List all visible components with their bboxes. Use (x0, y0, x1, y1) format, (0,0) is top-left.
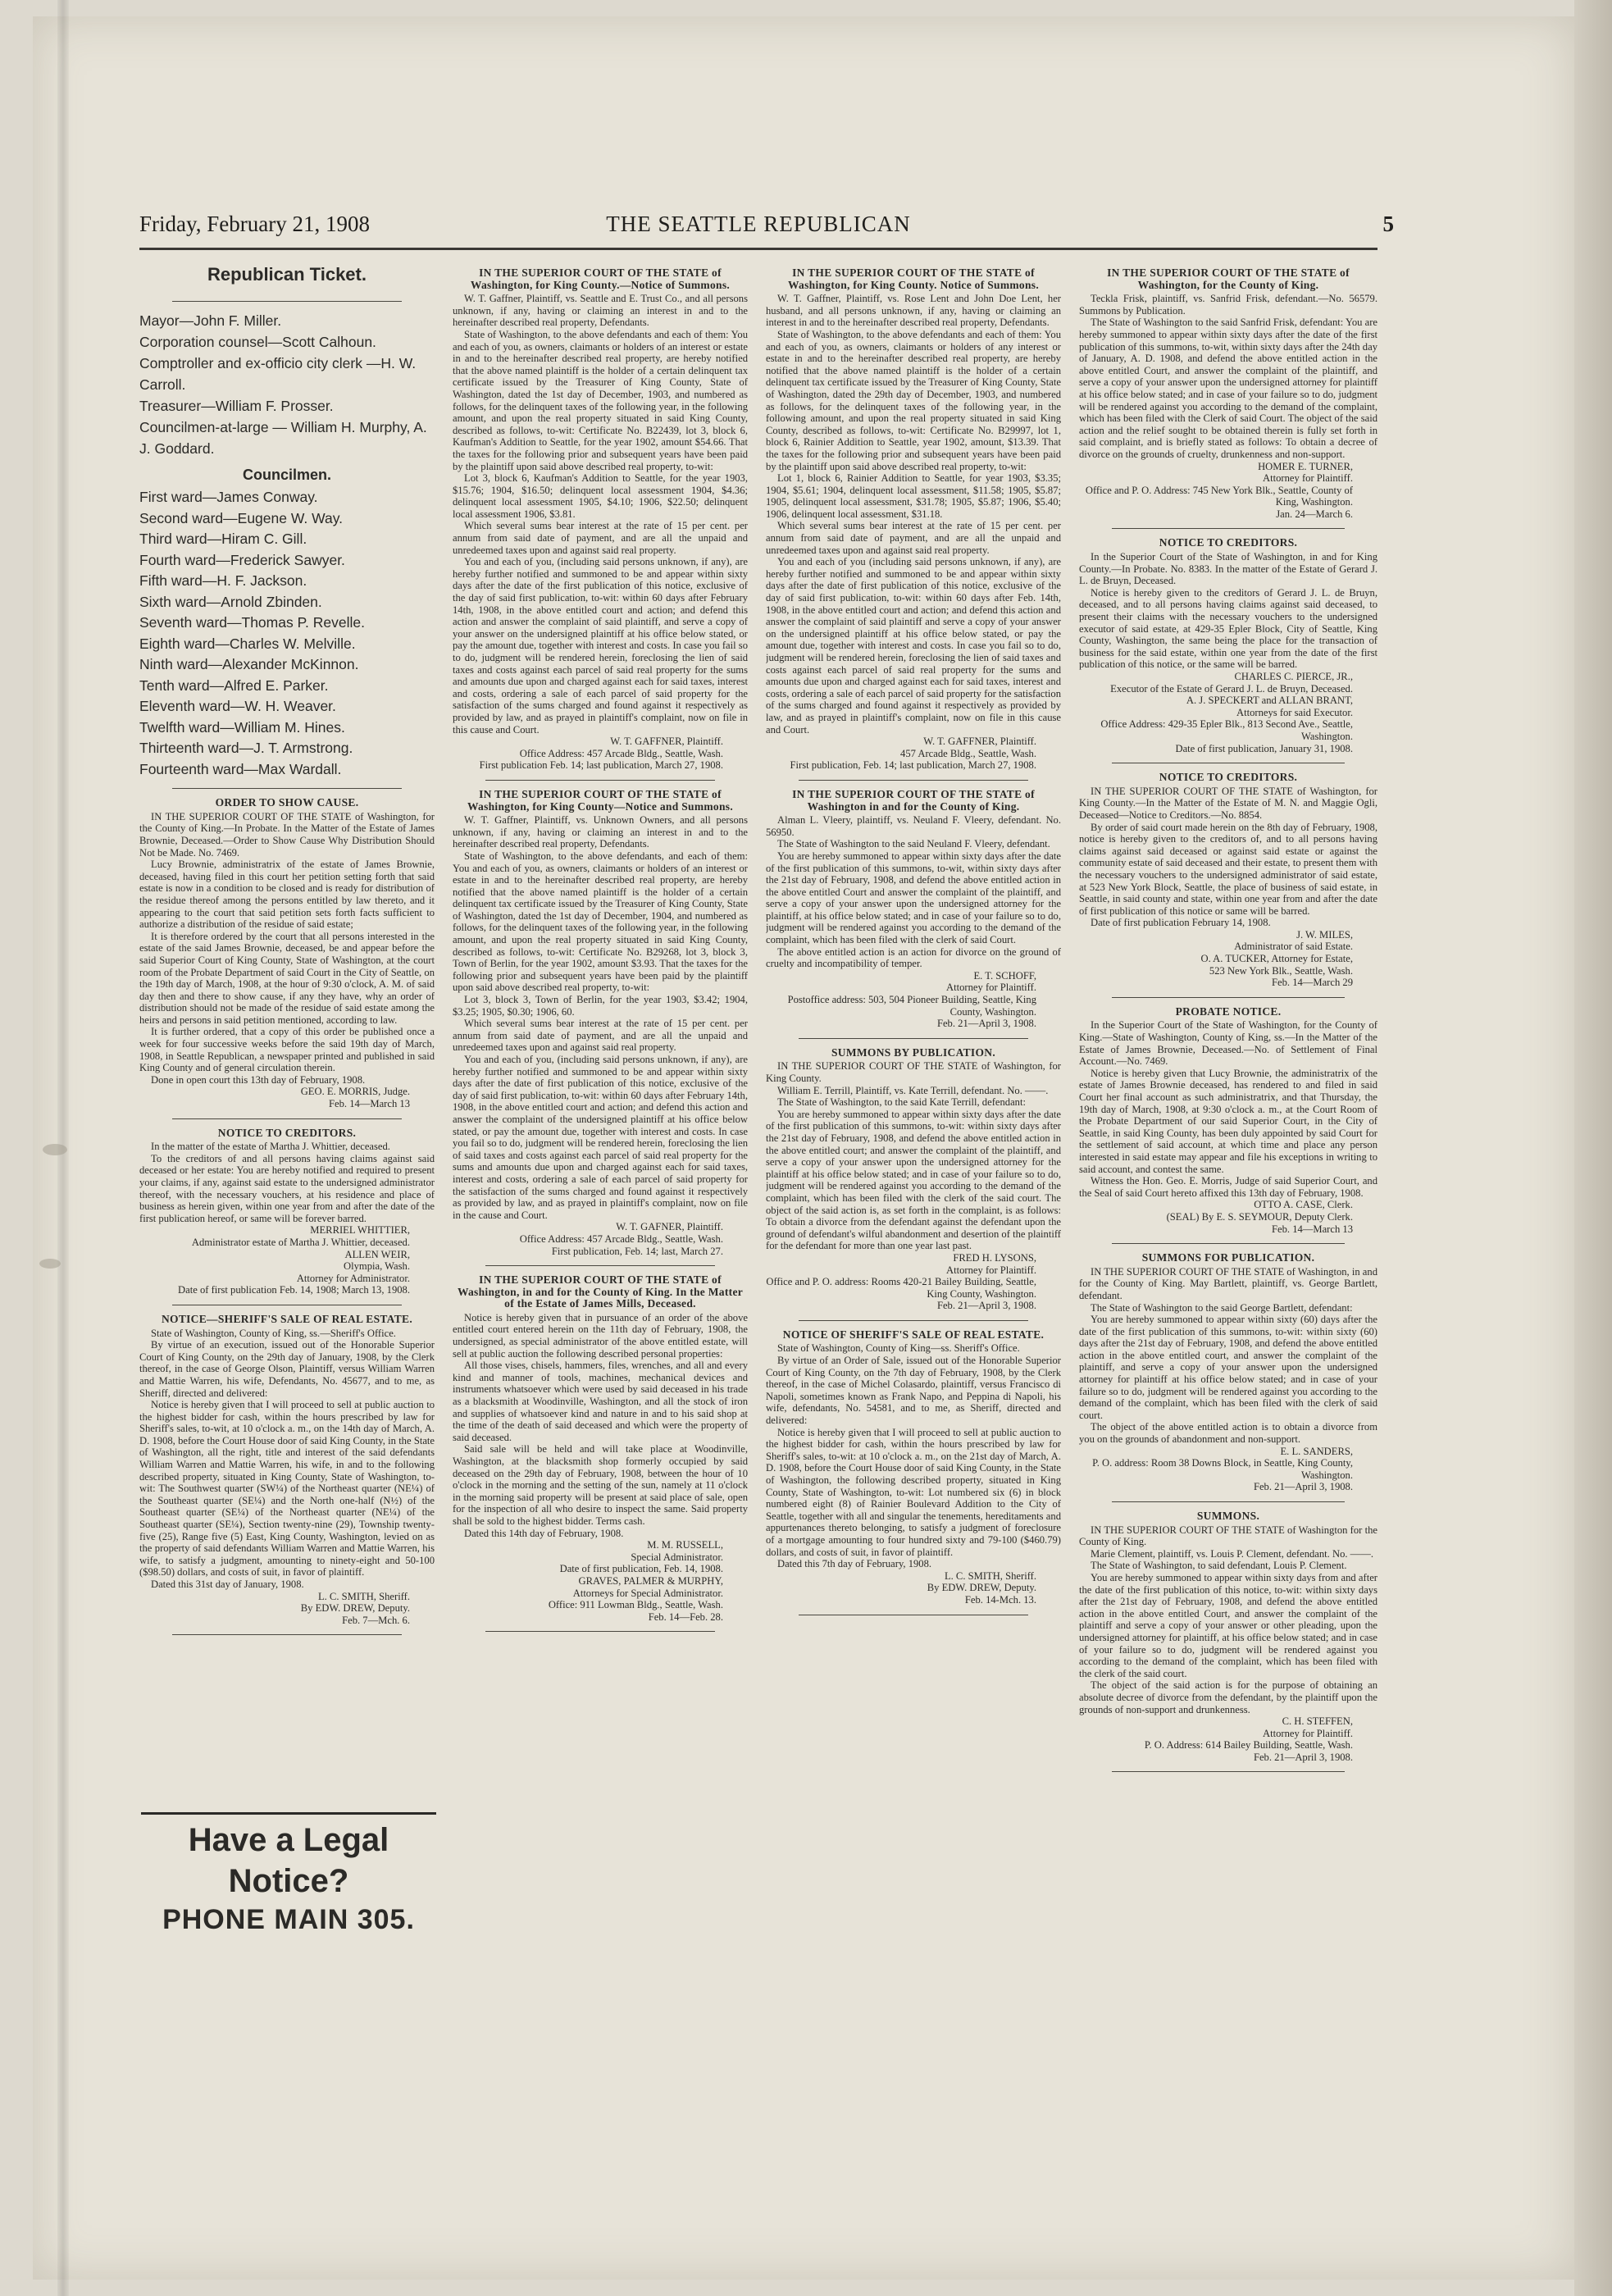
notice-paragraph: You and each of you, (including said persons unknown, if any), are hereby further notified and summoned to be and appear within sixty days after the date of the first publication of this notice, exclusive of the day of said first publication, to-wit: within 60 days after February 14th, 1908, in the above entitled court and action; and defend this action and answer the complaint of said plaintiff, and serve a copy of your answer on the undersigned plaintiff at his office below stated, or pay the amount due, together with interest and costs. In case you fail so to do, judgment will be rendered herein, foreclosing the lien of said taxes and costs against each parcel of said real property for the sums and amounts due upon and charged against each for said taxes, interest and costs, ordering a sale of each parcel of said property for the satisfaction of the sums charged and found against it respectively as provided by law, and as prayed in plaintiff's complaint, now on file in this cause and Court. (453, 556, 748, 736)
notice-heading: SUMMONS. (1196, 1510, 1260, 1522)
notice-paragraph: It is therefore ordered by the court that all persons interested in the estate of the said James Brownie, deceased, be and appear before the said Superior Court of King County, State of Washington, at the court room of the Probate Department of said Court in the City of Seattle, on the 19th day of March, 1908, at the hour of 9:30 o'clock, A. M. of said day then and there to show cause, if any they have, why an order of distribution should not be made of the residue of said estate among the heirs and persons in said petition mentioned, according to law. (139, 930, 435, 1026)
notice-signature: HOMER E. TURNER, (1258, 460, 1353, 472)
notice-paragraph: Said sale will be held and will take place at Woodinville, Washington, at the blacksmith shop formerly occupied by said deceased on the 29th day of February, 1908, between the hour of 10 o'clock in the morning and the setting of the sun, namely at 11 o'clock in the morning said property will be present at said place of sale, open for the inspection of all who desire to inspect the same. Said property shall be sold to the highest bidder. Terms cash. (453, 1443, 748, 1527)
issue-date: Friday, February 21, 1908 (139, 212, 370, 236)
notice-paragraph: IN THE SUPERIOR COURT OF THE STATE of Washington, for the County of King.—In Probate. In the Matter of the Estate of James Brownie, Deceased.—Order to Show Cause Why Distribution Should Not be Made. No. 7469. (139, 810, 435, 859)
notice-heading: IN THE SUPERIOR COURT OF THE STATE of Washington in and for the County of King. (792, 787, 1035, 813)
notice-paragraph: W. T. Gaffner, Plaintiff, vs. Rose Lent and John Doe Lent, her husband, and all persons unknown, if any, having or claiming an interest in and to the hereinafter described real property, Defendants. (766, 293, 1061, 329)
ad-phone: PHONE MAIN 305. (162, 1904, 415, 1935)
ward-list (139, 487, 435, 780)
legal-notice (766, 1329, 1061, 1606)
legal-notice (1079, 537, 1377, 754)
ad-headline: Have a Legal Notice? (188, 1822, 389, 1899)
notice-paragraph: Marie Clement, plaintiff, vs. Louis P. Clement, defendant. No. ——. (1091, 1547, 1373, 1560)
notice-paragraph: Teckla Frisk, plaintiff, vs. Sanfrid Frisk, defendant.—No. 56579. Summons by Publication. (1079, 293, 1377, 317)
notice-paragraph: In the matter of the estate of Martha J. Whittier, deceased. (151, 1141, 390, 1153)
notice-paragraph: State of Washington, County of King—ss. Sheriff's Office. (777, 1342, 1020, 1355)
notice-signature: Attorney for Plaintiff. (946, 1264, 1036, 1276)
notice-paragraph: The State of Washington, to said defendant, Louis P. Clement. (1091, 1560, 1347, 1572)
ward-line: Twelfth ward—William M. Hines. (139, 718, 345, 736)
notice-paragraph: W. T. Gaffner, Plaintiff, vs. Seattle and E. Trust Co., and all persons unknown, if any, having or claiming an interest in and to the hereinafter described real property, Defendants. (453, 293, 748, 329)
notice-signature: First publication, Feb. 14; last publication, March 27, 1908. (790, 759, 1036, 772)
notice-signature: Feb. 21—April 3, 1908. (936, 1300, 1036, 1312)
notice-heading: ORDER TO SHOW CAUSE. (215, 796, 359, 809)
ward-line: First ward—James Conway. (139, 489, 318, 506)
column-2 (453, 261, 748, 2163)
notice-signature: Date of first publication, Feb. 14, 1908. (559, 1563, 723, 1575)
notice-signature: Special Administrator. (631, 1551, 723, 1563)
notice-signature: GEO. E. MORRIS, Judge. (300, 1086, 410, 1098)
notice-paragraph: To the creditors of and all persons having claims against said deceased or her estate: You are hereby notified and required to present your claims, if any, against said estate to the undersigned administrator thereof, with the necessary vouchers, at his residence and place of business as herein given, within one year from and after the date of the first publication hereof, or same will be forever barred. (139, 1152, 435, 1224)
divider (1112, 528, 1345, 529)
notice-paragraph: The State of Washington to the said Neuland F. Vleery, defendant. (777, 838, 1050, 850)
notice-paragraph: IN THE SUPERIOR COURT OF THE STATE of Washington, for King County. (766, 1060, 1061, 1084)
notice-heading: IN THE SUPERIOR COURT OF THE STATE of Washington, for King County.—Notice of Summons. (470, 266, 731, 291)
notice-signature: 457 Arcade Bldg., Seattle, Wash. (900, 747, 1036, 759)
ink-smudge (43, 1144, 67, 1155)
legal-notice (1079, 1252, 1377, 1493)
legal-notice (453, 1274, 748, 1623)
notice-signature: Feb. 21—April 3, 1908. (936, 1018, 1036, 1030)
column-4 (1079, 261, 1377, 2163)
ward-line: Seventh ward—Thomas P. Revelle. (139, 614, 365, 631)
ticket-line: Treasurer—William F. Prosser. (139, 397, 334, 414)
notice-signature: 523 New York Blk., Seattle, Wash. (1209, 964, 1353, 977)
legal-notice (139, 1314, 435, 1626)
notice-heading: NOTICE TO CREDITORS. (1159, 771, 1298, 784)
notice-paragraph: Dated this 31st day of January, 1908. (151, 1578, 304, 1590)
notice-paragraph: Which several sums bear interest at the rate of 15 per cent. per annum from said date of payment, and are all the unpaid and unredeemed taxes upon and against said real property. (766, 520, 1061, 556)
notice-signature: Administrator estate of Martha J. Whittier, deceased. (191, 1236, 410, 1248)
divider (1112, 1771, 1345, 1772)
notice-paragraph: You and each of you, (including said persons unknown, if any), are hereby further notified and summoned to be and appear within sixty days after the date of first publication of this notice, exclusive of the day of said first publication, to-wit: within 60 days after February 14th, 1908, in the above entitled court and action; and defend this action and answer the complaint of the undersigned plaintiff at his office below stated, or pay the amount due, together with interest and costs. In case you fail so to do, judgment will be rendered herein, foreclosing the lien of said taxes and costs against each parcel of said real property for the sums and amounts due upon and charged against each for said taxes, interest and costs, ordering a sale of each parcel of said property for the satisfaction of the sums charged and found against it respectively as provided by law, and as prayed in plaintiff's complaint, now on file in the cause and Court. (453, 1054, 748, 1221)
notice-paragraph: IN THE SUPERIOR COURT OF THE STATE of Washington, for King County.—In the Matter of the Estate of M. N. and Maggie Ogli, Deceased—Notice to Creditors.—No. 8854. (1079, 785, 1377, 821)
notice-paragraph: By virtue of an execution, issued out of the Honorable Superior Court of King County, on the 29th day of January, 1908, by the Clerk thereof, in the case of George Olson, Plaintiff, versus William Warren and Mattie Warren, his wife, Defendants, No. 45677, and to me, as Sheriff, directed and delivered: (139, 1339, 435, 1399)
divider (485, 1631, 715, 1632)
notice-paragraph: You are hereby summoned to appear within sixty days after the date of the first publication of this summons, to-wit, within sixty days after the 21st day of February, 1908, and defend the above entitled action in the above entitled Court and answer the complaint of the plaintiff, and serve a copy of your answer upon the undersigned attorney for the plaintiff, at his office below stated; and in case of your failure so to do, judgment will be rendered against you according to the demand of the complaint, which has been filed with the clerk of said Court. (766, 850, 1061, 946)
divider (172, 1634, 402, 1635)
notice-heading: IN THE SUPERIOR COURT OF THE STATE of Washington, in and for the County of King. In the Matter of the Estate of James Mills, Deceased. (457, 1273, 744, 1310)
notice-signature: Feb. 14—March 29 (1272, 977, 1353, 989)
notice-paragraph: Which several sums bear interest at the rate of 15 per cent. per annum from said date of payment, and are all the unpaid and unredeemed taxes upon and against said real property. (453, 1018, 748, 1054)
notice-signature: Office Address: 457 Arcade Bldg., Seattle, Wash. (519, 747, 723, 759)
divider (799, 780, 1028, 781)
notice-signature: Postoffice address: 503, 504 Pioneer Building, Seattle, King County, Washington. (787, 994, 1036, 1018)
notice-signature: Feb. 14-Mch. 13. (964, 1593, 1036, 1606)
notice-paragraph: It is further ordered, that a copy of this order be published once a week for four successive weeks before the said 19th day of March, 1908, in Seattle Republican, a newspaper printed and published in said King County and of general circulation therein. (139, 1026, 435, 1074)
ink-smudge (39, 1259, 61, 1269)
notice-heading: IN THE SUPERIOR COURT OF THE STATE of Washington, for King County—Notice and Summons. (467, 787, 734, 813)
notice-signature: P. O. address: Room 38 Downs Block, in Seattle, King County, Washington. (1092, 1457, 1353, 1481)
notice-heading: NOTICE TO CREDITORS. (1159, 536, 1298, 549)
notice-paragraph: State of Washington, County of King, ss.—Sheriff's Office. (151, 1327, 396, 1339)
notice-signature: W. T. GAFFNER, Plaintiff. (923, 736, 1036, 748)
ward-line: Eighth ward—Charles W. Melville. (139, 635, 356, 652)
notice-heading: IN THE SUPERIOR COURT OF THE STATE of Washington, for King County. Notice of Summons. (787, 266, 1040, 291)
notice-signature: (SEAL) By E. S. SEYMOUR, Deputy Clerk. (1166, 1210, 1353, 1223)
notice-signature: Feb. 14—Feb. 28. (648, 1610, 723, 1623)
legal-notice-ad (141, 1812, 436, 1935)
divider (1112, 997, 1345, 998)
divider (485, 1265, 715, 1266)
ward-line: Fourteenth ward—Max Wardall. (139, 760, 342, 777)
notice-paragraph: The object of the said action is for the purpose of obtaining an absolute decree of divorce from the defendant, by the plaintiff upon the grounds of non-support and drunkenness. (1079, 1679, 1377, 1715)
notice-heading: NOTICE—SHERIFF'S SALE OF REAL ESTATE. (161, 1312, 413, 1325)
notice-signature: CHARLES C. PIERCE, JR., (1234, 671, 1353, 682)
notice-signature: ALLEN WEIR, (344, 1248, 410, 1260)
legal-notice (1079, 1006, 1377, 1235)
legal-notice (766, 789, 1061, 1030)
legal-notice (139, 1128, 435, 1296)
councilmen-title: Councilmen. (242, 466, 331, 483)
ticket-line: Corporation counsel—Scott Calhoun. (139, 333, 376, 350)
notice-paragraph: William E. Terrill, Plaintiff, vs. Kate Terrill, defendant. No. ——. (777, 1084, 1049, 1096)
notice-signature: J. W. MILES, (1296, 928, 1353, 941)
notice-signature: Office and P. O. Address: 745 New York Blk., Seattle, County of King, Washington. (1085, 484, 1353, 508)
notice-paragraph: By order of said court made herein on the 8th day of February, 1908, notice is hereby given to the creditors of, and to all persons having claims against said deceased or against said estate or against the community estate of said deceased and their estate, to present them with the necessary vouchers to the undersigned administrator of said estate, at 523 New York Block, Seattle, the place of business of said estate, in Seattle, in said county and state, within one year from and after the date of first publication of this notice or same will be barred. (1079, 821, 1377, 917)
notice-paragraph: Date of first publication February 14, 1908. (1091, 917, 1271, 929)
notice-paragraph: You are hereby summoned to appear within sixty (60) days after the date of the first publication of this summons, to-wit: within sixty (60) days after the 21st day of February, 1908, and defend the above entitled action in the above entitled court, and answer the complaint of the plaintiff, and serve a copy of your answer upon the undersigned attorney for plaintiff at his office below stated; and in case of your failure so to do, judgment will be rendered against you according to the demand of the complaint, which has been filed with the clerk of said court. (1079, 1314, 1377, 1421)
notice-paragraph: The State of Washington, to the said Kate Terrill, defendant: (777, 1096, 1026, 1109)
divider (172, 1118, 402, 1119)
ward-line: Ninth ward—Alexander McKinnon. (139, 656, 359, 673)
ward-line: Third ward—Hiram C. Gill. (139, 531, 307, 548)
notice-paragraph: Notice is hereby given to the creditors of Gerard J. L. de Bruyn, deceased, and to all persons having claims against said deceased, to present their claims with the necessary vouchers to the undersigned executor of said estate, at 429-35 Epler Block, City of Seattle, King County, Washington, the same being the place for the transaction of business for the said estate, within one year from the date of the first publication of this notice, or the same will be barred. (1079, 586, 1377, 671)
ward-line: Fifth ward—H. F. Jackson. (139, 572, 307, 590)
notice-paragraph: Lot 3, block 3, Town of Berlin, for the year 1903, $3.42; 1904, $3.25; 1905, $0.30; 1906, 60. (453, 994, 748, 1018)
notice-paragraph: IN THE SUPERIOR COURT OF THE STATE of Washington, in and for the County of King. May Bartlett, plaintiff, vs. George Bartlett, defendant. (1079, 1265, 1377, 1301)
notice-paragraph: In the Superior Court of the State of Washington, in and for King County.—In Probate. No. 8383. In the matter of the Estate of Gerard J. L. de Bruyn, Deceased. (1079, 551, 1377, 587)
notice-paragraph: Notice is hereby given that I will proceed to sell at public auction to the highest bidder for cash, within the hours prescribed by law for Sheriff's sales, to-wit: at 10 o'clock a. m., on the 21st day of March, A. D. 1908, before the Court House door of said King County, in the State of Washington, the following described property, situated in King County, State of Washington, to-wit: Lot numbered six (6) in block numbered eight (8) of Rainier Boulevard Addition to the City of Seattle, together with all and singular the tenements, hereditaments and appurtenances thereto belonging, to satisfy a judgment of foreclosure of a mortgage amounting to four hundred sixty and 79-100 ($460.79) dollars, and costs of suit, in favor of plaintiff. (766, 1426, 1061, 1558)
notice-signature: By EDW. DREW, Deputy. (927, 1582, 1036, 1594)
notice-signature: C. H. STEFFEN, (1282, 1715, 1353, 1728)
col2-notices (453, 267, 748, 1632)
ward-line: Sixth ward—Arnold Zbinden. (139, 593, 322, 610)
notice-signature: A. J. SPECKERT and ALLAN BRANT, (1186, 695, 1353, 707)
notice-signature: E. L. SANDERS, (1280, 1445, 1353, 1457)
notice-paragraph: Which several sums bear interest at the rate of 15 per cent. per annum from said date of payment, and are all the unpaid and unredeemed taxes upon and against said real property. (453, 520, 748, 556)
column-3 (766, 261, 1061, 2163)
notice-signature: Feb. 14—March 13 (1272, 1223, 1353, 1235)
notice-signature: L. C. SMITH, Sheriff. (944, 1569, 1036, 1582)
notice-signature: MERRIEL WHITTIER, (310, 1224, 410, 1237)
notice-paragraph: You and each of you (including said persons unknown, if any), are hereby further notified and summoned to be and appear within sixty days after the date of first publication of this notice, exclusive of the day of said first publication, to-wit: within 60 days after Feb. 14th, 1908, in the above entitled court and action; and defend this action and answer the complaint of said plaintiff and serve a copy of your answer on the undersigned plaintiff at his office below stated, or pay the amount due, together with interest and costs. In case you fail so to do, judgment will be rendered herein, foreclosing the lien of said taxes and costs against each parcel of said real property for the sums and amounts due upon and charged against each for said taxes, interest and costs, ordering a sale of each parcel of said property for the satisfaction of the sums charged and found against it respectively as provided by law, and as prayed in plaintiff's complaint, now on file in this cause and Court. (766, 556, 1061, 736)
legal-notice (1079, 772, 1377, 989)
legal-notice (766, 267, 1061, 772)
ticket-title: Republican Ticket. (207, 264, 367, 285)
ward-line: Eleventh ward—W. H. Weaver. (139, 698, 336, 715)
page-number: 5 (1382, 212, 1394, 236)
notice-paragraph: State of Washington, to the above defendants and each of them: You and each of you, as owners, claimants or holders of any interest or estate in and to the hereinafter described real property, are hereby notified that the above named plaintiff is the holder of a certain delinquent tax certificate issued by the Treasurer of King County, State of Washington, dated the 29th day of December, 1903, and numbered as follows, for the delinquent taxes of the following year, in the following amount, and upon the real property situated in said King County, described as follows, to-wit: Certificate No. B29997, lot 1, block 6, Rainier Addition to Seattle, year 1902, amount, $13.39. That the taxes for the following prior and subsequent years have been paid by the plaintiff upon said above described real property, to-wit: (766, 328, 1061, 472)
notice-paragraph: State of Washington, to the above defendants, and each of them: You and each of you, as owners, claimants or holders of an interest or estate in and to the hereinafter described real property, are hereby notified that the above named plaintiff is the holder of a certain delinquent tax certificate issued by the Treasurer of King County, State of Washington, dated the 1st day of December, 1904, and numbered as follows, for the delinquent taxes of the following year, in the following amount, and upon the real property situated in said King County, described as follows, to-wit: Certificate No. B29268, lot 3, block 3, Town of Berlin, for the year 1902, amount $3.93. That the taxes for the following prior and subsequent years have been paid by the plaintiff upon said above described real property, to-wit: (453, 850, 748, 994)
notice-paragraph: Lucy Brownie, administratrix of the estate of James Brownie, deceased, having filed in this court her petition setting forth that said estate is now in a condition to be closed and is ready for distribution of the residue thereof among the persons entitled by law thereto, and it appearing to the court that said petition sets forth facts sufficient to authorize a distribution of the residue of said estate; (139, 859, 435, 931)
notice-paragraph: IN THE SUPERIOR COURT OF THE STATE of Washington for the County of King. (1079, 1524, 1377, 1548)
notice-signature: Olympia, Wash. (344, 1260, 410, 1273)
notice-paragraph: All those vises, chisels, hammers, files, wrenches, and all and every kind and manner of tools, machines, mechanical devices and instruments whatsoever which were used by said deceased in his trade as a blacksmith at Woodinville, Washington, and all the stock of iron and supplies of whatsoever kind and nature in and to his said shop at the time of the death of said deceased and which were the property of said deceased. (453, 1360, 748, 1443)
ticket-line: Councilmen-at-large — William H. Murphy, A. J. Goddard. (139, 418, 427, 457)
notice-signature: P. O. Address: 614 Bailey Building, Seattle, Wash. (1144, 1739, 1353, 1752)
notice-paragraph: By virtue of an Order of Sale, issued out of the Honorable Superior Court of King County, on the 7th day of February, 1908, by the Clerk thereof, in the case of Michel Colasardo, plaintiff, versus Francisco di Napoli, sometimes known as Frank Napo, and Peppina di Napoli, his wife, defendants, No. 54581, and to me, as Sheriff, directed and delivered: (766, 1355, 1061, 1427)
notice-paragraph: In the Superior Court of the State of Washington, for the County of King.—State of Washington, County of King, ss.—In the Matter of the Estate of James Brownie, Deceased.—No. of Settlement of Final Account.—No. 7469. (1079, 1019, 1377, 1068)
notice-paragraph: Notice is hereby given that I will proceed to sell at public auction to the highest bidder for cash, within the hours prescribed by law for Sheriff's sales, to-wit, at 10 o'clock a. m., on the 14th day of March, A. D. 1908, before the Court House door of said King County, in the State of Washington, all the right, title and interest of the said defendants William Warren and Mattie Warren, his wife, in and to the following described property, situated in King County, State of Washington, to-wit: The Southwest quarter (SW¼) of the Northeast quarter (NE¼) of the Southeast quarter (SE¼) and the North one-half (N½) of the Southeast quarter (SE¼) of the Northeast quarter (NE¼) of the Southeast quarter (SE¼), Section twenty-nine (29), Township twenty-five (25), Range five (5) East, King County, Washington, levied on as the property of said defendants William Warren and Mattie Warren, his wife, to satisfy a judgment, amounting to ninety-eight and 50-100 ($98.50) dollars, and costs of suit, in favor of plaintiff. (139, 1399, 435, 1578)
notice-paragraph: Notice is hereby given that in pursuance of an order of the above entitled court entered herein on the 11th day of February, 1908, the undersigned, as special administrator of the above entitled estate, will sell at public auction the following described personal properties: (453, 1311, 748, 1360)
notice-signature: Date of first publication, January 31, 1908. (1175, 742, 1353, 754)
notice-signature: M. M. RUSSELL, (647, 1539, 723, 1551)
notice-paragraph: The State of Washington to the said George Bartlett, defendant: (1091, 1301, 1353, 1314)
legal-notice (1079, 1510, 1377, 1763)
notice-paragraph: Witness the Hon. Geo. E. Morris, Judge of said Superior Court, and the Seal of said Court hereto affixed this 13th day of February, 1908. (1079, 1175, 1377, 1199)
page-edge (1574, 0, 1612, 2296)
divider (485, 780, 715, 781)
notice-paragraph: Notice is hereby given that Lucy Brownie, the administratrix of the estate of James Brownie deceased, has rendered to and filed in said Court her final account as such administratrix, and that Thursday, the 19th day of March, 1908, at 9:30 o'clock a. m., at the Court Room of the Probate Department of our said Superior Court, in the City of Seattle, in said King County, has been duly appointed by said Court for the settlement of said account, at which time and place any person interested in said estate may appear and file his exceptions in writing to said account, and contest the same. (1079, 1067, 1377, 1175)
notice-signature: Attorney for Plaintiff. (1263, 1727, 1353, 1739)
ticket-lines (139, 310, 435, 459)
notice-heading: PROBATE NOTICE. (1175, 1004, 1282, 1018)
notice-paragraph: State of Washington, to the above defendants and each of them: You and each of you, as owners, claimants or holders of an interest or estate in and to the hereinafter described real property, are hereby notified that the above named plaintiff is the holder of a certain delinquent tax certificate issued by the Treasurer of King County, State of Washington, dated the 1st day of December, 1903, and numbered as follows, for the delinquent taxes of the following year, in the following amount, and upon the real property situated in said King County, described as follows, to-wit: Certificate No. B22439, lot 3, block 6, Kaufman's Addition to Seattle, for the year 1902, amount $54.66. That the taxes for the following prior and subsequent years have been paid by the plaintiff upon said above described real property, to-wit: (453, 328, 748, 472)
notice-signature: Attorney for Plaintiff. (1263, 472, 1353, 485)
notice-paragraph: Lot 3, block 6, Kaufman's Addition to Seattle, for the year 1903, $15.76; 1904, $16.50; delinquent local assessment 1904, $4.36; delinquent local assessment 1905, $4.10; 1906, $22.50; delinquent local assessment 1906, $3.81. (453, 472, 748, 520)
notice-signature: Jan. 24—March 6. (1276, 508, 1353, 520)
legal-notice (453, 267, 748, 772)
notice-signature: Feb. 21—April 3, 1908. (1253, 1481, 1353, 1493)
notice-paragraph: The object of the above entitled action is to obtain a divorce from you on the grounds of abandonment and non-support. (1079, 1421, 1377, 1446)
ward-line: Thirteenth ward—J. T. Armstrong. (139, 740, 353, 757)
masthead (139, 212, 1394, 250)
divider (799, 1320, 1028, 1321)
divider (172, 301, 402, 302)
notice-paragraph: Lot 1, block 6, Rainier Addition to Seattle, for year 1903, $3.35; 1904, $5.61; 1904, delinquent local assessment, $11.58; 1905, $5.87; 1905, delinquent local assessment, $31.78; 1905, $5.87; 1906, $5.40; 1906, delinquent local assessment, $31.18. (766, 472, 1061, 520)
newspaper-title: THE SEATTLE REPUBLICAN (606, 212, 911, 236)
notice-heading: SUMMONS FOR PUBLICATION. (1141, 1251, 1315, 1264)
notice-paragraph: You are hereby summoned to appear within sixty days from and after the date of the first publication of this notice, to-wit: within sixty days after the 21st day of February, 1908, and defend the above entitled action in the above entitled Court, and answer the complaint of the plaintiff and serve a copy of your answer or other pleading, upon the undersigned attorney for plaintiff, at his office below stated; and in case of your failure so to do, judgment will be rendered against you according to the demand of the complaint, which has been filed with the clerk of the said court. (1079, 1571, 1377, 1679)
notice-signature: Office Address: 457 Arcade Bldg., Seattle, Wash. (519, 1232, 723, 1245)
notice-signature: Feb. 7—Mch. 6. (342, 1614, 410, 1626)
notice-signature: Date of first publication Feb. 14, 1908; March 13, 1908. (178, 1284, 410, 1296)
notice-signature: W. T. GAFFNER, Plaintiff. (610, 736, 723, 748)
notice-paragraph: The State of Washington to the said Sanfrid Frisk, defendant: You are hereby summoned to appear within sixty days after the date of the first publication of this summons, to-wit, within sixty days after the 24th day of January, A. D. 1908, and defend the above entitled action in the above entitled Court, and answer the complaint of the plaintiff, and serve a copy of your answer upon the undersigned attorney for plaintiff at his office below stated; and in case of your failure so to do, judgment will be rendered against you according to the demand of the complaint, which has been filed with the Clerk of said Court. The object of the said action and the relief sought to be obtained therein is fully set forth in said complaint, and is briefly stated as follows: To obtain a decree of divorce on the grounds of cruelty, drunkenness and non-support. (1079, 317, 1377, 460)
col1-notices (139, 797, 435, 1635)
col3-notices (766, 267, 1061, 1615)
notice-signature: Feb. 21—April 3, 1908. (1253, 1751, 1353, 1763)
notice-paragraph: You are hereby summoned to appear within sixty days after the date of the first publication of this summons, to-wit: within sixty days after the 21st day of February, 1908, and defend the above entitled action in the above entitled court; and answer the complaint of the plaintiff, and serve a copy of your answer upon the undersigned attorney for the plaintiff at his office below stated; and in case of your failure so to do, judgment will be rendered against you according to the demand of the complaint, which has been filed with the clerk of the said court. The object of the said action is, as set forth in the complaint, is as follows: To obtain a divorce from the defendant against the defendant upon the ground of defendant's wilful abandonment and desertion of the plaintiff for the defendant for more than one year last past. (766, 1108, 1061, 1252)
legal-notice (139, 797, 435, 1109)
notice-paragraph: Dated this 14th day of February, 1908. (464, 1527, 624, 1539)
ticket-line: Comptroller and ex-officio city clerk —H. W. Carroll. (139, 354, 417, 393)
notice-heading: NOTICE OF SHERIFF'S SALE OF REAL ESTATE. (782, 1328, 1045, 1341)
notice-signature: Attorney for Plaintiff. (946, 982, 1036, 994)
notice-paragraph: Alman L. Vleery, plaintiff, vs. Neuland F. Vleery, defendant. No. 56950. (766, 814, 1061, 838)
notice-signature: L. C. SMITH, Sheriff. (317, 1590, 410, 1602)
ticket-line: Mayor—John F. Miller. (139, 312, 282, 329)
notice-paragraph: The above entitled action is an action for divorce on the ground of cruelty and incompatibility of temper. (766, 945, 1061, 970)
notice-signature: First publication Feb. 14; last publication, March 27, 1908. (479, 759, 723, 772)
ward-line: Second ward—Eugene W. Way. (139, 509, 344, 526)
divider (799, 1038, 1028, 1039)
notice-paragraph: W. T. Gaffner, Plaintiff, vs. Unknown Owners, and all persons unknown, if any, having or claiming an interest in and to the hereinafter described real property, Defendants. (453, 814, 748, 850)
divider (172, 788, 402, 789)
legal-notice (766, 1047, 1061, 1312)
notice-signature: Attorneys for Special Administrator. (572, 1587, 723, 1599)
divider (1112, 1243, 1345, 1244)
notice-heading: NOTICE TO CREDITORS. (217, 1126, 357, 1139)
notice-heading: IN THE SUPERIOR COURT OF THE STATE of Washington, for the County of King. (1107, 266, 1350, 291)
ward-line: Tenth ward—Alfred E. Parker. (139, 676, 329, 694)
notice-signature: Attorneys for said Executor. (1236, 706, 1353, 718)
divider (1112, 1501, 1345, 1502)
notice-signature: Office: 911 Lowman Bldg., Seattle, Wash. (548, 1599, 723, 1611)
legal-notice (453, 789, 748, 1257)
ward-line: Fourth ward—Frederick Sawyer. (139, 551, 345, 568)
notice-signature: W. T. GAFNER, Plaintiff. (616, 1221, 723, 1233)
notice-signature: E. T. SCHOFF, (973, 969, 1036, 982)
notice-signature: Attorney for Administrator. (296, 1272, 410, 1284)
notice-signature: FRED H. LYSONS, (953, 1251, 1036, 1264)
notice-signature: By EDW. DREW, Deputy. (300, 1602, 410, 1615)
notice-signature: Feb. 14—March 13 (329, 1098, 410, 1110)
notice-signature: Executor of the Estate of Gerard J. L. de Bruyn, Deceased. (1110, 682, 1353, 695)
notice-signature: GRAVES, PALMER & MURPHY, (578, 1574, 723, 1587)
notice-signature: OTTO A. CASE, Clerk. (1254, 1199, 1353, 1211)
notice-signature: Office Address: 429-35 Epler Blk., 813 Second Ave., Seattle, Washington. (1100, 718, 1353, 742)
notice-paragraph: Dated this 7th day of February, 1908. (777, 1558, 932, 1570)
notice-heading: SUMMONS BY PUBLICATION. (831, 1046, 996, 1059)
notice-signature: Administrator of said Estate. (1234, 941, 1353, 953)
col4-notices (1079, 267, 1377, 1772)
legal-notice (1079, 267, 1377, 520)
notice-signature: First publication, Feb. 14; last, March 27. (551, 1245, 723, 1257)
notice-signature: Office and P. O. address: Rooms 420-21 Bailey Building, Seattle, King County, Washington. (766, 1276, 1036, 1300)
notice-paragraph: Done in open court this 13th day of February, 1908. (151, 1073, 366, 1086)
notice-signature: O. A. TUCKER, Attorney for Estate, (1200, 953, 1353, 965)
